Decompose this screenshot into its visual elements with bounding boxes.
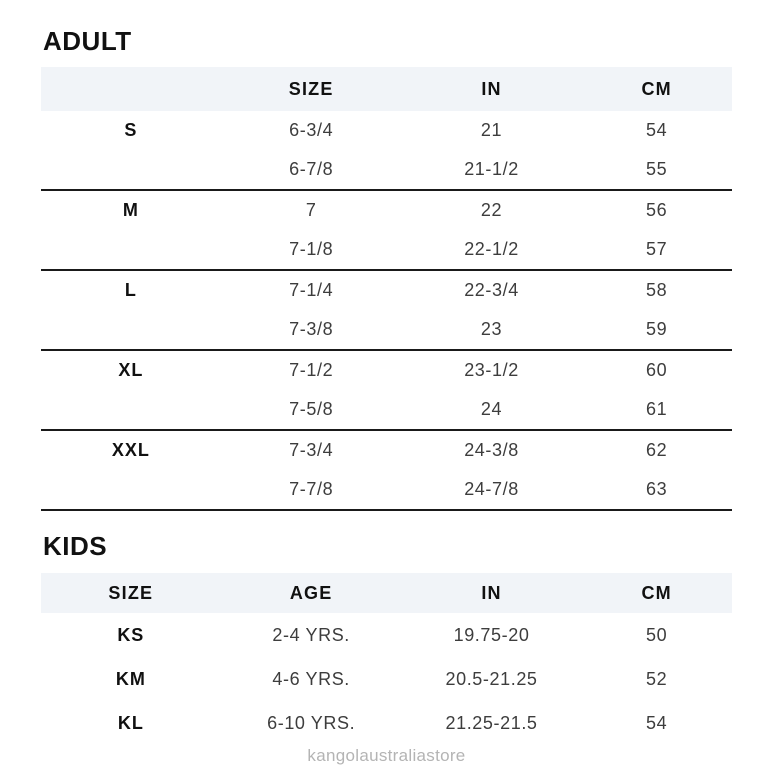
cell-label: XL — [118, 360, 144, 380]
cell-size: 7-1/4 — [289, 280, 334, 300]
cell-in: 22 — [480, 200, 503, 220]
cell-label: S — [124, 120, 138, 140]
cell-size-label: KL — [117, 712, 144, 733]
cell-in: 24-7/8 — [402, 470, 582, 510]
cell-in: 20.5-21.25 — [445, 668, 538, 689]
cell-size-label: KM — [115, 668, 146, 689]
cell-age: 6-10 YRS. — [267, 712, 356, 733]
adult-header-cm: CM — [581, 67, 732, 111]
cell-in: 23 — [402, 310, 582, 350]
adult-section-title: ADULT — [43, 26, 132, 56]
cell-in: 24 — [402, 390, 582, 430]
cell-age: 4-6 YRS. — [272, 668, 350, 689]
cell-size: 7-7/8 — [221, 470, 402, 510]
cell-cm: 54 — [646, 712, 668, 733]
cell-size-label: KS — [117, 624, 145, 645]
cell-cm: 60 — [646, 360, 668, 380]
cell-in: 19.75-20 — [453, 624, 530, 645]
cell-label: M — [122, 200, 139, 220]
cell-in: 22-3/4 — [464, 280, 519, 300]
cell-cm: 61 — [581, 390, 732, 430]
cell-size: 7-5/8 — [221, 390, 402, 430]
cell-label — [41, 230, 221, 270]
cell-cm: 57 — [581, 230, 732, 270]
cell-size: 7-1/8 — [221, 230, 402, 270]
kids-header-size: SIZE — [41, 573, 221, 613]
adult-size-table — [41, 67, 732, 511]
cell-cm: 62 — [646, 440, 668, 460]
cell-label — [41, 310, 221, 350]
kids-header-cm: CM — [581, 573, 732, 613]
cell-cm: 58 — [646, 280, 668, 300]
cell-size: 7-3/4 — [289, 440, 334, 460]
cell-cm: 59 — [581, 310, 732, 350]
cell-in: 21.25-21.5 — [445, 712, 538, 733]
table-row — [41, 350, 732, 390]
cell-label — [41, 470, 221, 510]
cell-cm: 56 — [646, 200, 668, 220]
cell-cm: 54 — [646, 120, 668, 140]
cell-label: L — [124, 280, 137, 300]
table-row — [41, 470, 732, 510]
table-row — [41, 270, 732, 310]
cell-in: 22-1/2 — [402, 230, 582, 270]
cell-size: 7-1/2 — [289, 360, 334, 380]
table-row — [41, 430, 732, 470]
kids-size-table — [41, 573, 732, 745]
cell-cm: 55 — [581, 150, 732, 190]
kids-header-in: IN — [402, 573, 582, 613]
table-row — [41, 190, 732, 230]
table-row — [41, 230, 732, 270]
cell-size: 6-3/4 — [289, 120, 334, 140]
store-watermark: kangolaustraliastore — [307, 746, 466, 765]
cell-cm: 50 — [646, 624, 668, 645]
cell-label — [41, 150, 221, 190]
cell-age: 2-4 YRS. — [272, 624, 350, 645]
cell-in: 21 — [480, 120, 503, 140]
table-row — [41, 701, 732, 745]
cell-in: 24-3/8 — [464, 440, 519, 460]
table-row — [41, 111, 732, 150]
table-row — [41, 310, 732, 350]
table-row — [41, 657, 732, 701]
kids-header-row — [41, 573, 732, 613]
kids-header-age: AGE — [221, 573, 402, 613]
table-row — [41, 613, 732, 657]
cell-size: 7-3/8 — [221, 310, 402, 350]
cell-cm: 52 — [646, 668, 668, 689]
table-row — [41, 150, 732, 190]
adult-header-in: IN — [402, 67, 582, 111]
cell-in: 21-1/2 — [402, 150, 582, 190]
cell-size: 6-7/8 — [221, 150, 402, 190]
cell-label: XXL — [111, 440, 150, 460]
table-row — [41, 390, 732, 430]
cell-size: 7 — [305, 200, 317, 220]
cell-label — [41, 390, 221, 430]
adult-header-blank — [41, 67, 221, 111]
adult-header-size: SIZE — [221, 67, 402, 111]
cell-in: 23-1/2 — [464, 360, 519, 380]
adult-header-row — [41, 67, 732, 111]
kids-section-title: KIDS — [43, 531, 108, 561]
cell-cm: 63 — [581, 470, 732, 510]
